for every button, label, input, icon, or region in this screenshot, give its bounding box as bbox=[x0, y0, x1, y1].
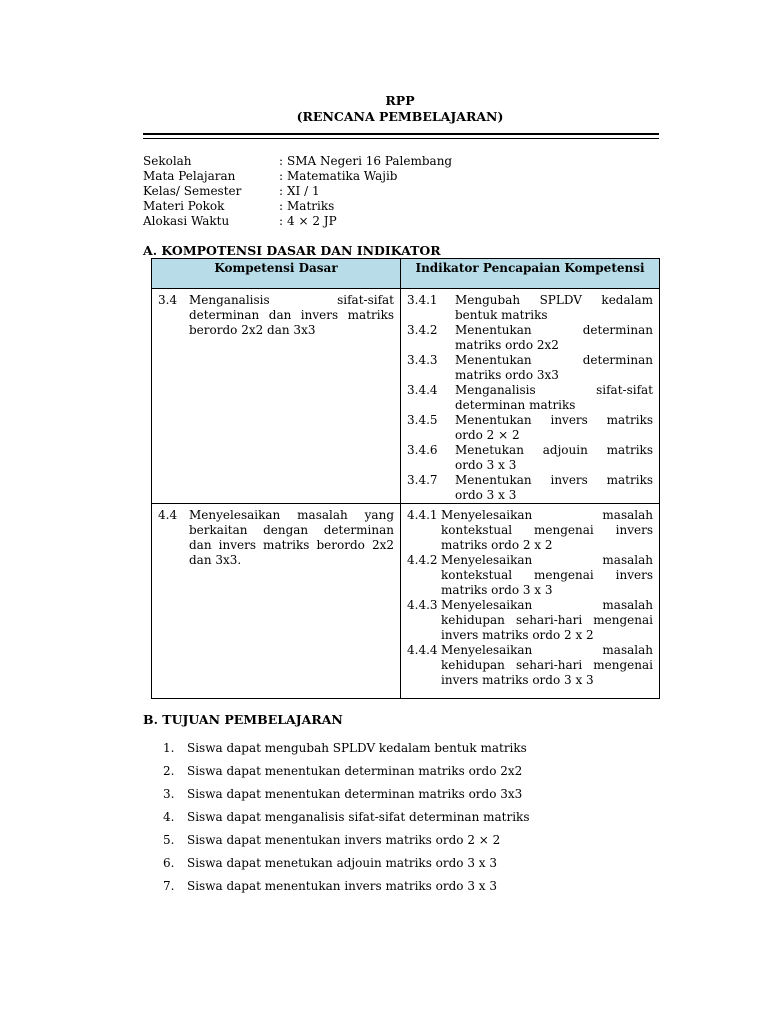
info-label: Sekolah bbox=[143, 154, 192, 168]
competency-table bbox=[151, 258, 660, 699]
info-separator: : bbox=[279, 214, 284, 228]
info-value: Matriks bbox=[287, 199, 335, 213]
indicator-text: Menyelesaikan masalah kehidupan sehari-hari mengenai invers matriks ordo 2 x 2 bbox=[441, 598, 653, 642]
indicator-number: 3.4.5 bbox=[407, 413, 438, 427]
list-item-number: 5. bbox=[163, 833, 175, 847]
indicator-item bbox=[407, 323, 653, 353]
info-separator: : bbox=[279, 199, 284, 213]
indicator-item bbox=[407, 473, 653, 503]
indicator-number: 4.4.4 bbox=[407, 643, 438, 657]
indicator-text: Menentukan determinan matriks ordo 3x3 bbox=[455, 353, 653, 382]
indicator-number: 3.4.6 bbox=[407, 443, 438, 457]
document-subtitle: (RENCANA PEMBELAJARAN) bbox=[296, 109, 504, 124]
list-item-text: Siswa dapat mengubah SPLDV kedalam bentuk matriks bbox=[187, 741, 527, 755]
info-label: Mata Pelajaran bbox=[143, 169, 236, 183]
indicator-text: Mengubah SPLDV kedalam bentuk matriks bbox=[455, 293, 653, 322]
list-item bbox=[163, 833, 529, 856]
title-rule-thick bbox=[143, 133, 659, 135]
list-item bbox=[163, 764, 529, 787]
indicator-cell bbox=[401, 504, 660, 699]
list-item-number: 6. bbox=[163, 856, 175, 870]
list-item-text: Siswa dapat menentukan determinan matriks ordo 3x3 bbox=[187, 787, 523, 801]
list-item-text: Siswa dapat menetukan adjouin matriks ordo 3 x 3 bbox=[187, 856, 498, 870]
indicator-number: 3.4.7 bbox=[407, 473, 438, 487]
list-item-number: 7. bbox=[163, 879, 175, 893]
indicator-cell bbox=[401, 289, 660, 504]
document-title: RPP bbox=[385, 93, 415, 108]
objectives-list bbox=[163, 741, 529, 902]
info-separator: : bbox=[279, 154, 284, 168]
info-value: XI / 1 bbox=[287, 184, 320, 198]
indicator-number: 4.4.3 bbox=[407, 598, 438, 612]
info-value: SMA Negeri 16 Palembang bbox=[287, 154, 453, 168]
info-value: 4 × 2 JP bbox=[287, 214, 337, 228]
indicator-text: Menyelesaikan masalah kontekstual mengenai invers matriks ordo 2 x 2 bbox=[441, 508, 653, 552]
section-a-heading: A. KOMPOTENSI DASAR DAN INDIKATOR bbox=[143, 243, 441, 258]
list-item bbox=[163, 810, 529, 833]
column-header-indikator: Indikator Pencapaian Kompetensi bbox=[401, 259, 660, 289]
indicator-text: Menyelesaikan masalah kontekstual mengenai invers matriks ordo 3 x 3 bbox=[441, 553, 653, 597]
indicator-item bbox=[407, 443, 653, 473]
list-item-number: 1. bbox=[163, 741, 175, 755]
kd-text: Menyelesaikan masalah yang berkaitan dengan determinan dan invers matriks berordo 2x2 dan 3x3. bbox=[189, 508, 394, 567]
indicator-item bbox=[407, 353, 653, 383]
table-header-row bbox=[152, 259, 660, 289]
indicator-item bbox=[407, 383, 653, 413]
indicator-number: 3.4.4 bbox=[407, 383, 438, 397]
kd-number: 3.4 bbox=[158, 293, 178, 307]
indicator-item bbox=[407, 413, 653, 443]
list-item bbox=[163, 856, 529, 879]
list-item-text: Siswa dapat menganalisis sifat-sifat determinan matriks bbox=[187, 810, 530, 824]
kd-text: Menganalisis sifat-sifat determinan dan invers matriks berordo 2x2 dan 3x3 bbox=[189, 293, 394, 337]
column-header-kd: Kompetensi Dasar bbox=[152, 259, 401, 289]
info-label: Kelas/ Semester bbox=[143, 184, 242, 198]
indicator-number: 4.4.2 bbox=[407, 553, 438, 567]
kd-cell bbox=[152, 504, 401, 699]
indicator-item bbox=[407, 293, 653, 323]
list-item bbox=[163, 879, 529, 902]
indicator-text: Menganalisis sifat-sifat determinan matriks bbox=[455, 383, 653, 412]
title-rule-thin bbox=[143, 138, 659, 139]
indicator-item bbox=[407, 553, 653, 598]
indicator-item bbox=[407, 508, 653, 553]
list-item-text: Siswa dapat menentukan invers matriks ordo 3 x 3 bbox=[187, 879, 498, 893]
info-label: Alokasi Waktu bbox=[143, 214, 230, 228]
indicator-text: Menentukan invers matriks ordo 2 × 2 bbox=[455, 413, 653, 442]
info-label: Materi Pokok bbox=[143, 199, 225, 213]
list-item-text: Siswa dapat menentukan invers matriks ordo 2 × 2 bbox=[187, 833, 501, 847]
list-item-number: 2. bbox=[163, 764, 175, 778]
indicator-text: Menentukan invers matriks ordo 3 x 3 bbox=[455, 473, 653, 502]
indicator-item bbox=[407, 598, 653, 643]
indicator-text: Menetukan adjouin matriks ordo 3 x 3 bbox=[455, 443, 653, 472]
section-b-heading: B. TUJUAN PEMBELAJARAN bbox=[143, 712, 343, 727]
indicator-number: 3.4.3 bbox=[407, 353, 438, 367]
indicator-item bbox=[407, 643, 653, 688]
info-separator: : bbox=[279, 169, 284, 183]
list-item bbox=[163, 741, 529, 764]
indicator-number: 4.4.1 bbox=[407, 508, 438, 522]
indicator-text: Menyelesaikan masalah kehidupan sehari-hari mengenai invers matriks ordo 3 x 3 bbox=[441, 643, 653, 687]
list-item bbox=[163, 787, 529, 810]
table-row bbox=[152, 504, 660, 699]
indicator-number: 3.4.1 bbox=[407, 293, 438, 307]
kd-cell bbox=[152, 289, 401, 504]
table-row bbox=[152, 289, 660, 504]
info-value: Matematika Wajib bbox=[287, 169, 398, 183]
indicator-text: Menentukan determinan matriks ordo 2x2 bbox=[455, 323, 653, 352]
list-item-number: 4. bbox=[163, 810, 175, 824]
indicator-number: 3.4.2 bbox=[407, 323, 438, 337]
list-item-text: Siswa dapat menentukan determinan matriks ordo 2x2 bbox=[187, 764, 523, 778]
list-item-number: 3. bbox=[163, 787, 175, 801]
info-separator: : bbox=[279, 184, 284, 198]
kd-number: 4.4 bbox=[158, 508, 178, 522]
